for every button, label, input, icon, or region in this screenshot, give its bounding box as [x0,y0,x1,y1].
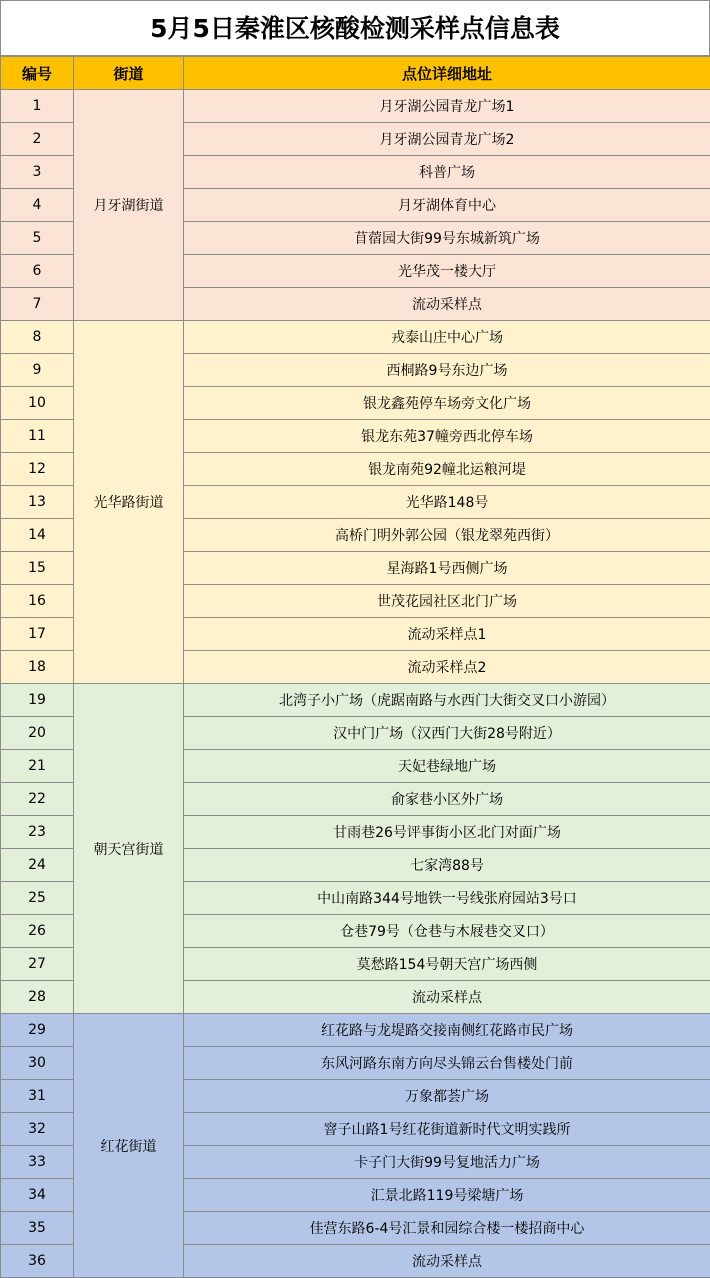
cell-number[interactable]: 1 [1,90,74,123]
cell-address[interactable]: 星海路1号西侧广场 [184,552,710,585]
cell-street[interactable]: 朝天宫街道 [74,684,184,1014]
cell-number[interactable]: 7 [1,288,74,321]
header-street[interactable]: 街道 [74,57,184,90]
cell-address[interactable]: 北湾子小广场（虎踞南路与水西门大街交叉口小游园） [184,684,710,717]
cell-number[interactable]: 10 [1,387,74,420]
cell-address[interactable]: 佳营东路6-4号汇景和园综合楼一楼招商中心 [184,1212,710,1245]
cell-address[interactable]: 流动采样点 [184,288,710,321]
cell-address[interactable]: 红花路与龙堤路交接南侧红花路市民广场 [184,1014,710,1047]
cell-number[interactable]: 17 [1,618,74,651]
cell-number[interactable]: 19 [1,684,74,717]
cell-number[interactable]: 8 [1,321,74,354]
cell-address[interactable]: 西桐路9号东边广场 [184,354,710,387]
cell-address[interactable]: 银龙南苑92幢北运粮河堤 [184,453,710,486]
cell-address[interactable]: 光华路148号 [184,486,710,519]
cell-number[interactable]: 3 [1,156,74,189]
cell-address[interactable]: 天妃巷绿地广场 [184,750,710,783]
cell-number[interactable]: 21 [1,750,74,783]
cell-address[interactable]: 银龙东苑37幢旁西北停车场 [184,420,710,453]
cell-address[interactable]: 七家湾88号 [184,849,710,882]
cell-number[interactable]: 2 [1,123,74,156]
header-address[interactable]: 点位详细地址 [184,57,710,90]
table-body [1,90,710,1278]
cell-address[interactable]: 月牙湖公园青龙广场1 [184,90,710,123]
cell-address[interactable]: 万象都荟广场 [184,1080,710,1113]
cell-address[interactable]: 高桥门明外郭公园（银龙翠苑西街） [184,519,710,552]
cell-address[interactable]: 流动采样点1 [184,618,710,651]
sampling-sites-table [0,56,710,1278]
cell-number[interactable]: 26 [1,915,74,948]
cell-number[interactable]: 22 [1,783,74,816]
sheet-title: 5月5日秦淮区核酸检测采样点信息表 [0,0,710,56]
cell-address[interactable]: 窨子山路1号红花街道新时代文明实践所 [184,1113,710,1146]
cell-number[interactable]: 24 [1,849,74,882]
cell-number[interactable]: 13 [1,486,74,519]
cell-address[interactable]: 莫愁路154号朝天宫广场西侧 [184,948,710,981]
header-number[interactable]: 编号 [1,57,74,90]
table-row [1,1014,710,1047]
cell-address[interactable]: 流动采样点 [184,981,710,1014]
cell-address[interactable]: 光华茂一楼大厅 [184,255,710,288]
cell-address[interactable]: 科普广场 [184,156,710,189]
cell-number[interactable]: 35 [1,1212,74,1245]
table-row [1,321,710,354]
cell-number[interactable]: 33 [1,1146,74,1179]
cell-address[interactable]: 银龙鑫苑停车场旁文化广场 [184,387,710,420]
cell-number[interactable]: 27 [1,948,74,981]
cell-number[interactable]: 18 [1,651,74,684]
cell-street[interactable]: 月牙湖街道 [74,90,184,321]
cell-address[interactable]: 俞家巷小区外广场 [184,783,710,816]
cell-address[interactable]: 汇景北路119号梁塘广场 [184,1179,710,1212]
cell-address[interactable]: 流动采样点 [184,1245,710,1278]
cell-number[interactable]: 6 [1,255,74,288]
cell-address[interactable]: 戎泰山庄中心广场 [184,321,710,354]
cell-address[interactable]: 甘雨巷26号评事街小区北门对面广场 [184,816,710,849]
cell-address[interactable]: 世茂花园社区北门广场 [184,585,710,618]
cell-number[interactable]: 28 [1,981,74,1014]
cell-number[interactable]: 11 [1,420,74,453]
cell-address[interactable]: 月牙湖体育中心 [184,189,710,222]
table-row [1,90,710,123]
cell-address[interactable]: 月牙湖公园青龙广场2 [184,123,710,156]
cell-number[interactable]: 20 [1,717,74,750]
cell-number[interactable]: 25 [1,882,74,915]
cell-number[interactable]: 14 [1,519,74,552]
cell-number[interactable]: 36 [1,1245,74,1278]
cell-number[interactable]: 30 [1,1047,74,1080]
cell-number[interactable]: 29 [1,1014,74,1047]
cell-street[interactable]: 光华路街道 [74,321,184,684]
table-row [1,684,710,717]
cell-street[interactable]: 红花街道 [74,1014,184,1278]
cell-number[interactable]: 32 [1,1113,74,1146]
cell-number[interactable]: 31 [1,1080,74,1113]
cell-number[interactable]: 5 [1,222,74,255]
cell-address[interactable]: 仓巷79号（仓巷与木屐巷交叉口） [184,915,710,948]
cell-number[interactable]: 12 [1,453,74,486]
header-row [1,57,710,90]
cell-number[interactable]: 34 [1,1179,74,1212]
cell-number[interactable]: 15 [1,552,74,585]
cell-address[interactable]: 流动采样点2 [184,651,710,684]
cell-number[interactable]: 23 [1,816,74,849]
cell-number[interactable]: 4 [1,189,74,222]
cell-address[interactable]: 汉中门广场（汉西门大街28号附近） [184,717,710,750]
cell-address[interactable]: 东风河路东南方向尽头锦云台售楼处门前 [184,1047,710,1080]
cell-address[interactable]: 苜蓿园大街99号东城新筑广场 [184,222,710,255]
cell-number[interactable]: 9 [1,354,74,387]
cell-number[interactable]: 16 [1,585,74,618]
cell-address[interactable]: 卡子门大街99号复地活力广场 [184,1146,710,1179]
cell-address[interactable]: 中山南路344号地铁一号线张府园站3号口 [184,882,710,915]
